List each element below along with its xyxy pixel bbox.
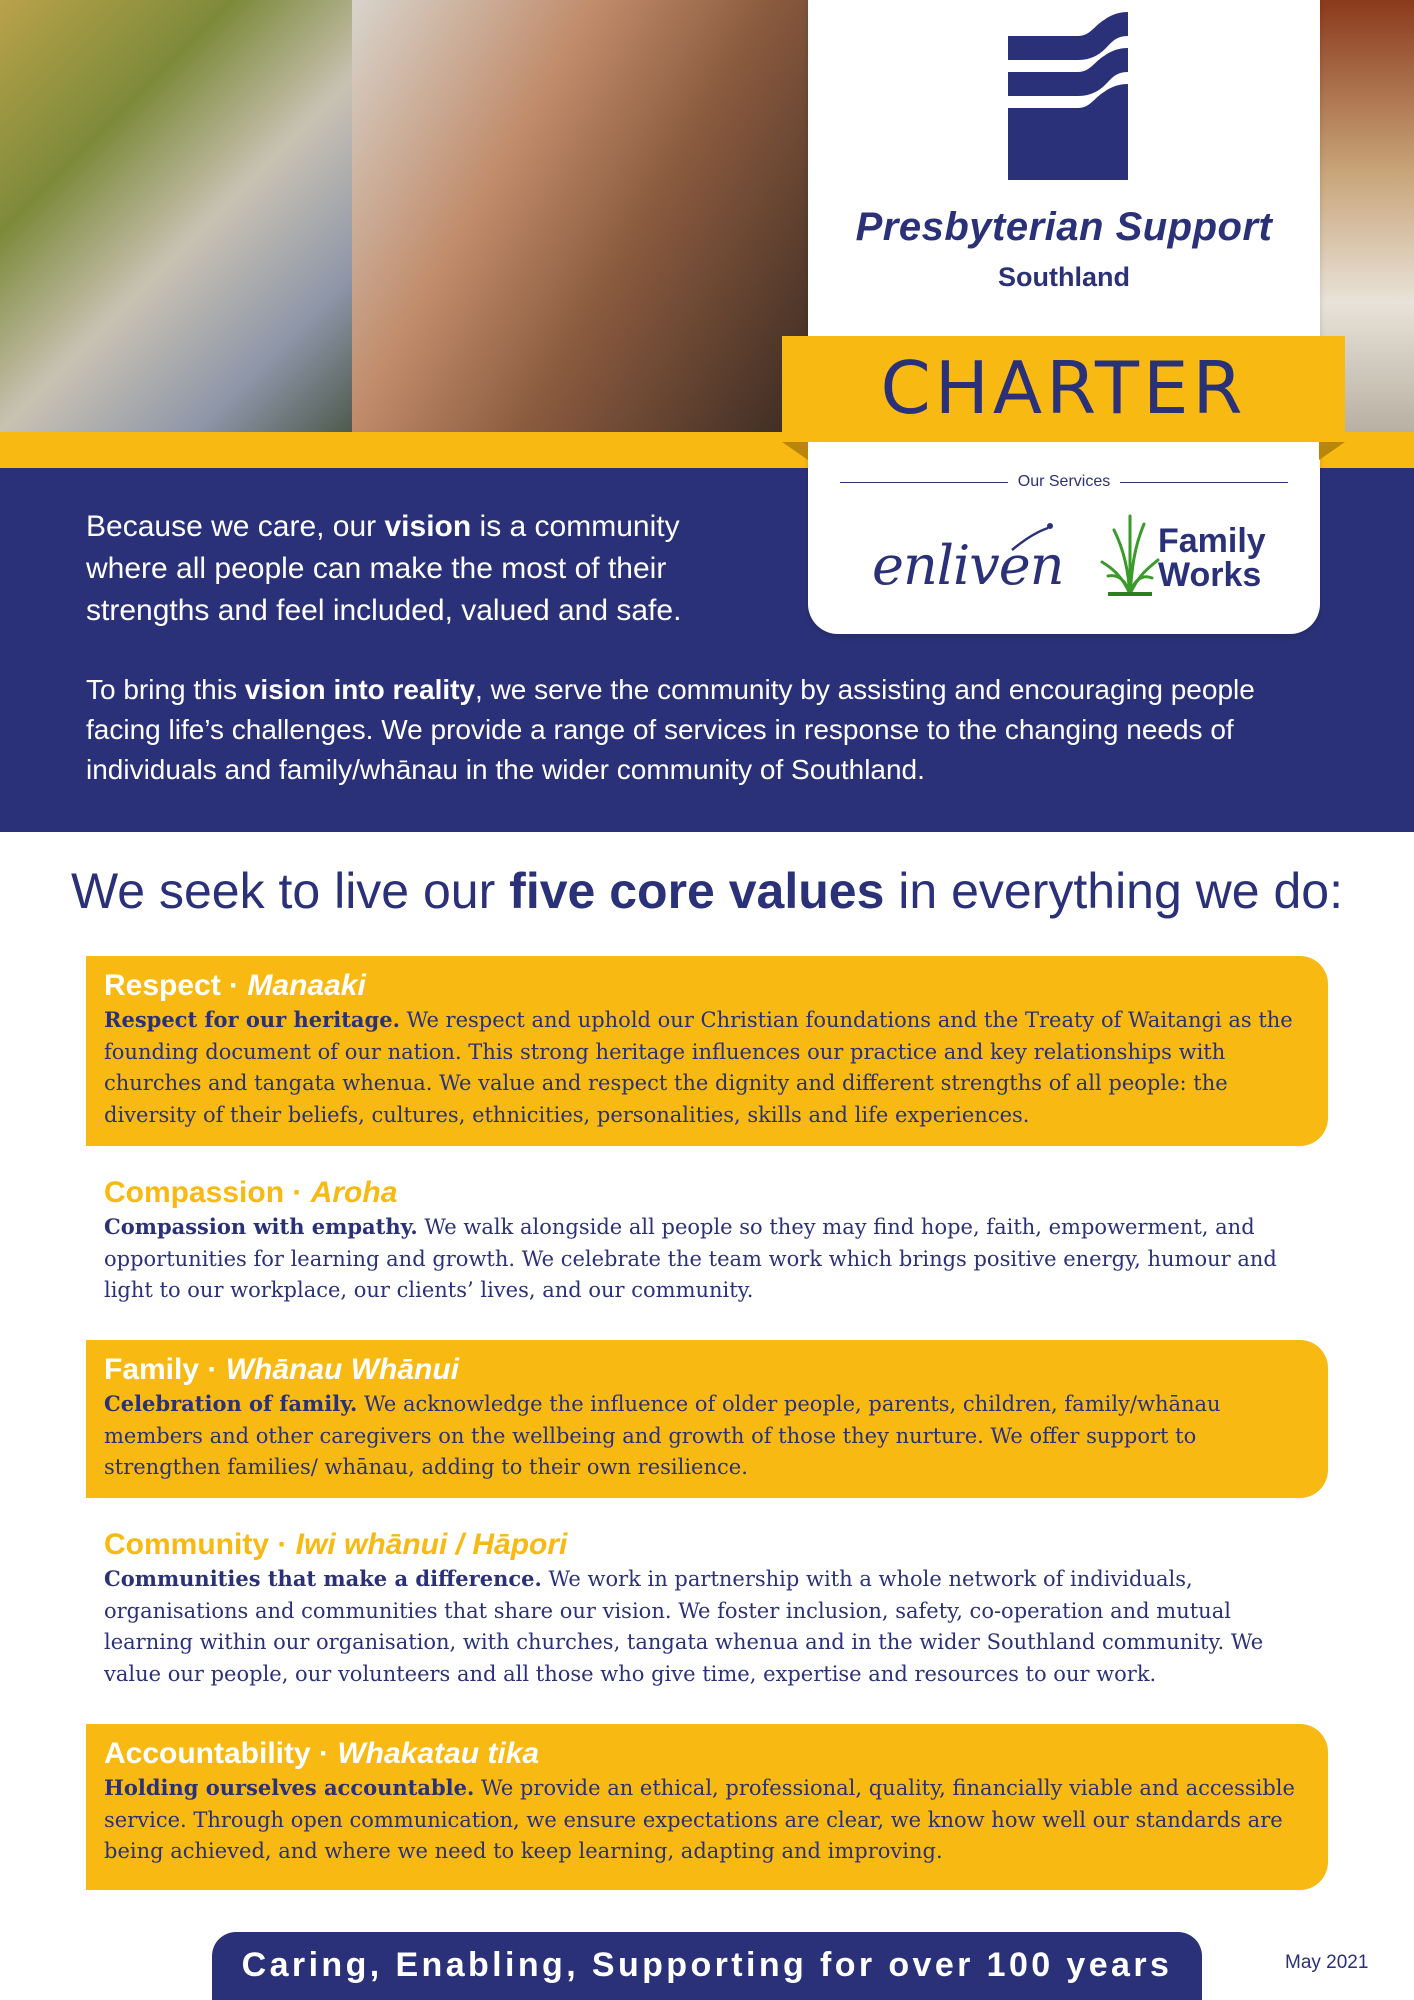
value-body xyxy=(104,1563,1310,1690)
enliven-swoosh-icon xyxy=(1010,522,1054,552)
values-heading xyxy=(0,862,1414,920)
services-divider-right xyxy=(1120,482,1288,483)
value-body xyxy=(104,1211,1310,1307)
photo-elderly-man-with-cat xyxy=(0,0,352,432)
vision-text-a: Because we care, our xyxy=(86,510,385,543)
value-title-en: Compassion · xyxy=(104,1176,311,1209)
value-text: We acknowledge the influence of older people, parents, children, family/whānau members and other caregivers on the wellbeing and growth of those they nurture. We offer support to strengthen families/ whānau, adding to their own resilience. xyxy=(104,1392,1221,1479)
mission-statement xyxy=(86,670,1326,790)
value-text: We provide an ethical, professional, quality, financially viable and accessible service. Through open communication, we ensure expectations are clear, we know how well our standards are being achieved, and where we need to keep learning, adapting and improving. xyxy=(104,1776,1295,1863)
value-text: We walk alongside all people so they may find hope, faith, empowerment, and opportunities for learning and growth. We celebrate the team work which brings positive energy, humour and light to our workplace, our clients’ lives, and our community. xyxy=(104,1215,1277,1302)
value-title-maori: Aroha xyxy=(310,1176,398,1209)
value-lead: Celebration of family. xyxy=(104,1391,358,1416)
values-heading-bold: five core values xyxy=(509,863,885,919)
value-lead: Communities that make a difference. xyxy=(104,1566,542,1591)
value-title-maori: Whānau Whānui xyxy=(225,1353,460,1386)
values-heading-a: We seek to live our xyxy=(71,863,510,919)
mission-text-bold: vision into reality xyxy=(244,674,476,705)
charter-banner xyxy=(782,336,1345,442)
value-family xyxy=(86,1340,1328,1498)
value-compassion xyxy=(86,1163,1328,1323)
value-respect xyxy=(86,956,1328,1146)
value-title xyxy=(104,1527,1310,1563)
vision-statement xyxy=(86,506,706,632)
family-works-grass-icon xyxy=(1100,510,1160,598)
value-body xyxy=(104,1772,1310,1868)
value-community xyxy=(86,1515,1328,1707)
services-divider-left xyxy=(840,482,1008,483)
value-title xyxy=(104,1175,1310,1211)
value-body xyxy=(104,1388,1310,1484)
vision-text-b: is a community where all people can make the most of their strengths and feel included, valued and safe. xyxy=(86,510,682,627)
value-lead: Respect for our heritage. xyxy=(104,1007,400,1032)
banner-fold-left xyxy=(782,442,808,460)
value-title-en: Community · xyxy=(104,1528,296,1561)
value-text: We respect and uphold our Christian foundations and the Treaty of Waitangi as the founding document of our nation. This strong heritage influences our practice and key relationships with churches and tangata whenua. We value and respect the dignity and different strengths of all people: the diversity of their beliefs, cultures, ethnicities, personalities, skills and life experiences. xyxy=(104,1008,1293,1127)
services-label: Our Services xyxy=(1017,473,1111,490)
mission-text-a: To bring this xyxy=(86,674,245,705)
value-title-maori: Iwi whānui / Hāpori xyxy=(295,1528,568,1561)
banner-fold-right xyxy=(1319,442,1345,460)
value-title-maori: Manaaki xyxy=(247,969,366,1002)
value-text: We work in partnership with a whole network of individuals, organisations and communities that share our vision. We foster inclusion, safety, co-operation and mutual learning within our organisation, with churches, tangata whenua and in the wider Southland community. We value our people, our volunteers and all those who give time, expertise and resources to our work. xyxy=(104,1567,1264,1686)
value-title-maori: Whakatau tika xyxy=(337,1737,540,1770)
values-heading-b: in everything we do: xyxy=(884,863,1343,919)
value-title-en: Family · xyxy=(104,1353,226,1386)
mission-text-b: , we serve the community by assisting and encouraging people facing life’s challenges. We provide a range of services in response to the changing needs of individuals and family/whānau in the wider community of Southland. xyxy=(86,674,1255,785)
value-accountability xyxy=(86,1724,1328,1890)
presbyterian-support-logo-icon xyxy=(1008,12,1128,180)
value-body xyxy=(104,1004,1310,1131)
family-works-logo xyxy=(1158,524,1266,592)
org-name: Presbyterian Support xyxy=(855,205,1273,249)
footer-tagline: Caring, Enabling, Supporting for over 100 years xyxy=(241,1946,1173,1984)
value-title-en: Accountability · xyxy=(104,1737,338,1770)
value-title xyxy=(104,1352,1310,1388)
value-lead: Holding ourselves accountable. xyxy=(104,1775,475,1800)
org-subtitle: Southland xyxy=(998,262,1130,292)
value-title xyxy=(104,968,1310,1004)
value-title xyxy=(104,1736,1310,1772)
charter-title: CHARTER xyxy=(880,346,1247,430)
family-works-line1: Family xyxy=(1158,522,1266,560)
value-title-en: Respect · xyxy=(104,969,248,1002)
family-works-line2: Works xyxy=(1158,556,1262,594)
enliven-logo: enliven xyxy=(872,534,1064,597)
footer-date: May 2021 xyxy=(1285,1952,1369,1973)
value-lead: Compassion with empathy. xyxy=(104,1214,418,1239)
vision-text-bold: vision xyxy=(384,510,472,543)
photo-mother-and-daughter xyxy=(352,0,808,432)
footer-tagline-bar xyxy=(212,1932,1202,2000)
